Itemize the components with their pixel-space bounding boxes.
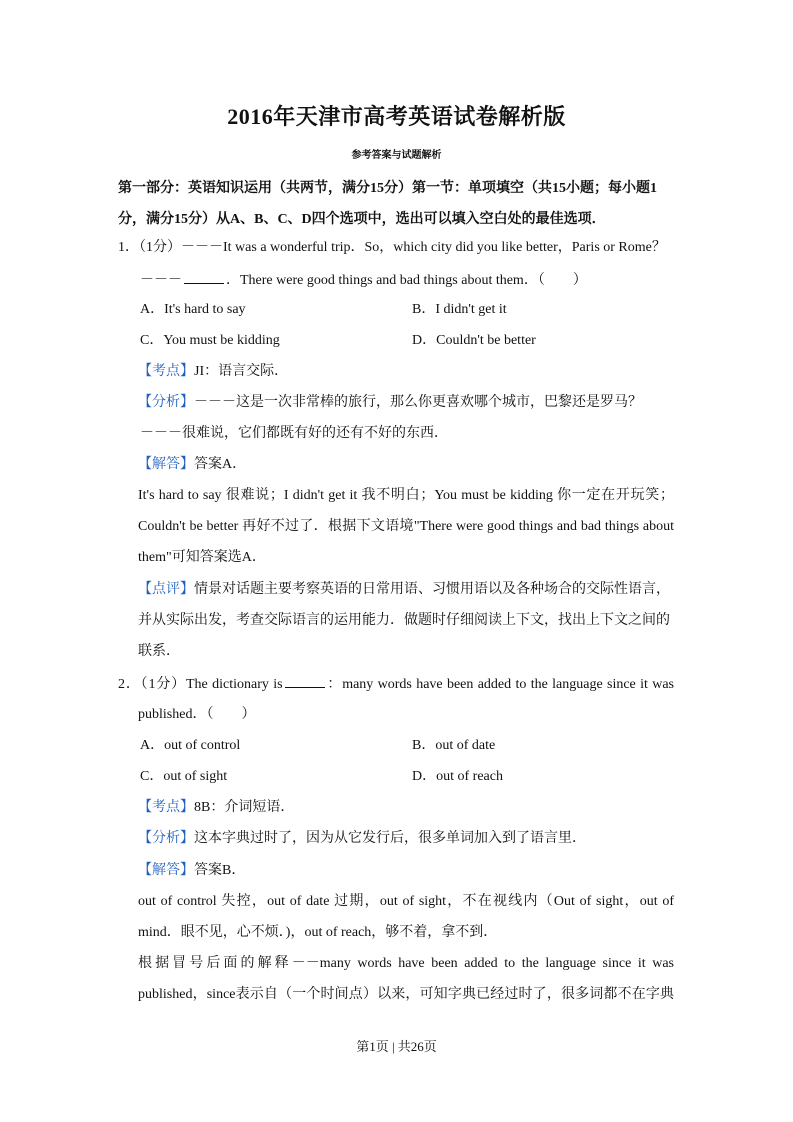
q1-fenxi-text: －－－这是一次非常棒的旅行，那么你更喜欢哪个城市，巴黎还是罗马？ bbox=[194, 395, 642, 410]
section-heading: 第一部分：英语知识运用（共两节，满分15分）第一节：单项填空（共15小题；每小题1分，满分15分）从A、B、C、D四个选项中，选出可以填入空白处的最佳选项． bbox=[118, 181, 657, 227]
page-footer: 第1页 | 共26页 bbox=[356, 1039, 437, 1054]
q1-option-d: D．Couldn't be better bbox=[412, 333, 536, 348]
q2-option-b: B．out of date bbox=[412, 738, 496, 753]
q1-explain-3: them"可知答案选A． bbox=[138, 550, 266, 565]
q1-dianping bbox=[138, 580, 670, 600]
q2-stem-prefix: 2．（1分）The dictionary is bbox=[118, 677, 283, 692]
q1-fenxi-text2: －－－很难说，它们都既有好的还有不好的东西． bbox=[140, 426, 448, 441]
q1-dianping-text1: 情景对话题主要考察英语的日常用语、习惯用语以及各种场合的交际性语言， bbox=[194, 582, 670, 597]
q2-kaodian-text: 8B：介词短语． bbox=[194, 800, 295, 815]
q2-jieda bbox=[138, 861, 245, 881]
q1-jieda bbox=[138, 455, 246, 475]
q1-answer-blank bbox=[184, 269, 224, 284]
q1-dianping-text3: 联系． bbox=[138, 644, 180, 659]
q2-option-d: D．out of reach bbox=[412, 769, 503, 784]
q1-kaodian-text: JI：语言交际． bbox=[194, 364, 289, 379]
q1-dianping-text2: 并从实际出发，考查交际语言的运用能力．做题时仔细阅读上下文，找出上下文之间的 bbox=[138, 613, 670, 628]
q1-stem-line2 bbox=[140, 269, 587, 291]
q1-option-a: A．It's hard to say bbox=[140, 302, 246, 317]
q2-explain-3: 根据冒号后面的解释－－many words have been added to the language since it was bbox=[138, 956, 674, 971]
q2-stem-line2: published．（ ） bbox=[138, 707, 256, 722]
q1-fenxi-tag: 【分析】 bbox=[138, 395, 194, 410]
q1-stem-prefix: －－－ bbox=[140, 273, 182, 288]
q2-explain-4: published，since表示自（一个时间点）以来，可知字典已经过时了，很多词都不在字典 bbox=[138, 987, 674, 1002]
q2-explain-2: mind．眼不见，心不烦．)，out of reach，够不着，拿不到． bbox=[138, 925, 498, 940]
q1-stem-line1: 1．（1分）－－－It was a wonderful trip．So，which city did you like better，Paris or Rome？ bbox=[118, 240, 666, 255]
q2-jieda-tag: 【解答】 bbox=[138, 863, 194, 878]
q2-jieda-text: 答案B． bbox=[194, 863, 246, 878]
q2-answer-blank bbox=[285, 673, 325, 688]
q2-fenxi-tag: 【分析】 bbox=[138, 831, 194, 846]
q1-kaodian-tag: 【考点】 bbox=[138, 364, 194, 379]
q1-explain-1: It's hard to say 很难说；I didn't get it 我不明白；You must be kidding 你一定在开玩笑； bbox=[138, 488, 674, 503]
q2-fenxi bbox=[138, 829, 586, 849]
q1-fenxi bbox=[138, 393, 642, 413]
q1-option-b: B．I didn't get it bbox=[412, 302, 507, 317]
q2-fenxi-text: 这本字典过时了，因为从它发行后，很多单词加入到了语言里． bbox=[194, 831, 586, 846]
q1-jieda-tag: 【解答】 bbox=[138, 457, 194, 472]
q1-jieda-text: 答案A． bbox=[194, 457, 247, 472]
q2-kaodian-tag: 【考点】 bbox=[138, 800, 194, 815]
q1-explain-2: Couldn't be better 再好不过了．根据下文语境"There were good things and bad things about bbox=[138, 519, 674, 534]
q2-option-a: A．out of control bbox=[140, 738, 241, 753]
q1-stem-suffix: ．There were good things and bad things about them．（ ） bbox=[226, 273, 587, 288]
q2-kaodian bbox=[138, 798, 294, 818]
q1-kaodian bbox=[138, 362, 288, 382]
q1-dianping-tag: 【点评】 bbox=[138, 582, 194, 597]
q2-stem-line1 bbox=[118, 673, 674, 695]
page-subtitle: 参考答案与试题解析 bbox=[351, 150, 442, 161]
page-title: 2016年天津市高考英语试卷解析版 bbox=[227, 104, 566, 129]
q2-stem-suffix: ：many words have been added to the language since it was bbox=[326, 677, 674, 692]
q1-option-c: C．You must be kidding bbox=[140, 333, 280, 348]
q2-option-c: C．out of sight bbox=[140, 769, 228, 784]
q2-explain-1: out of control 失控，out of date 过期，out of sight，不在视线内（Out of sight，out of bbox=[138, 894, 674, 909]
